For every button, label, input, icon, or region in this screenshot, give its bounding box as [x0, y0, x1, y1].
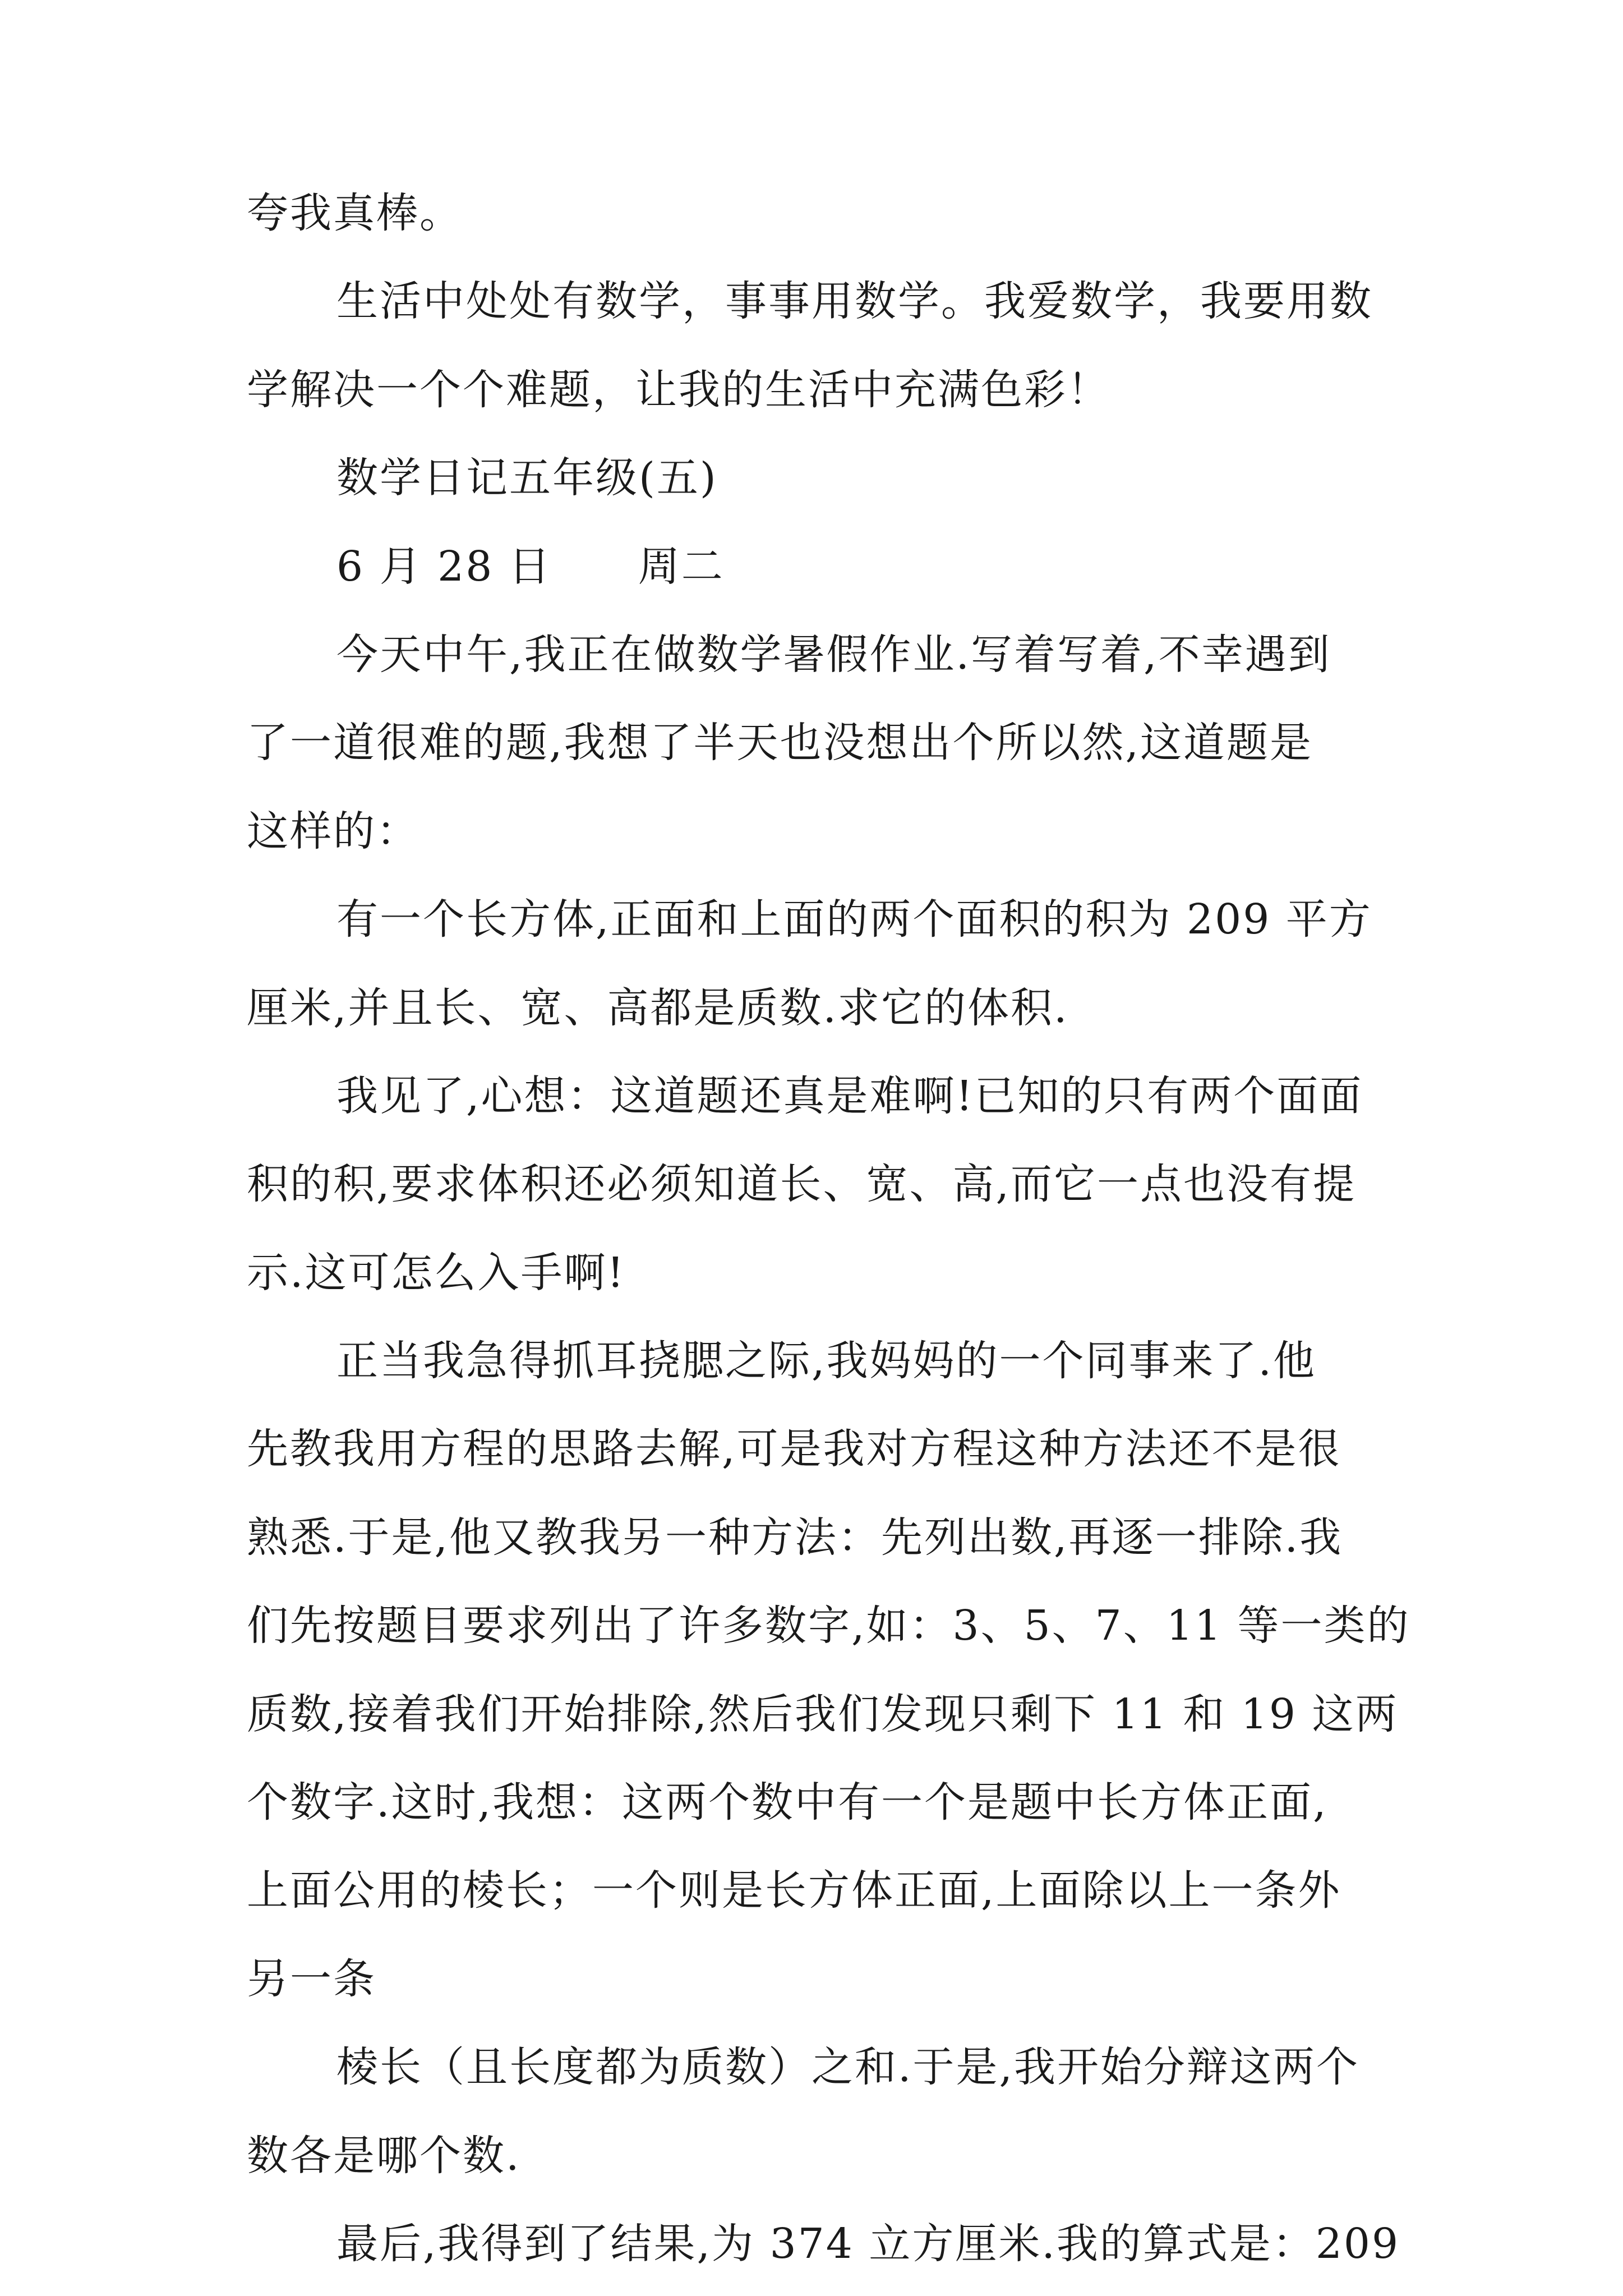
- paragraph-line: 我见了,心想：这道题还真是难啊!已知的只有两个面面: [336, 1072, 1363, 1120]
- text-line: 先教我用方程的思路去解,可是我对方程这种方法还不是很: [247, 1425, 1341, 1473]
- text-line: 们先按题目要求列出了许多数字,如：3、5、7、11 等一类的: [247, 1602, 1410, 1650]
- text-line: 质数,接着我们开始排除,然后我们发现只剩下 11 和 19 这两: [247, 1690, 1399, 1738]
- text-line: 了一道很难的题,我想了半天也没想出个所以然,这道题是: [247, 719, 1313, 767]
- paragraph-line: 棱长（且长度都为质数）之和.于是,我开始分辩这两个: [336, 2043, 1360, 2091]
- text-line: 上面公用的棱长；一个则是长方体正面,上面除以上一条外: [247, 1866, 1341, 1915]
- text-line: 个数字.这时,我想：这两个数中有一个是题中长方体正面,: [247, 1778, 1328, 1826]
- text-line: 另一条: [247, 1955, 376, 2003]
- diary-date: 6 月 28 日 周二: [336, 542, 725, 591]
- paragraph-line: 最后,我得到了结果,为 374 立方厘米.我的算式是：209: [336, 2220, 1400, 2268]
- paragraph-line: 生活中处处有数学，事事用数学。我爱数学，我要用数: [336, 277, 1373, 325]
- text-line: 厘米,并且长、宽、高都是质数.求它的体积.: [247, 984, 1069, 1032]
- text-line: 夸我真棒。: [247, 189, 463, 237]
- text-line: 这样的：: [247, 807, 419, 855]
- text-line: 示.这可怎么入手啊!: [247, 1249, 626, 1297]
- text-line: 学解决一个个难题，让我的生活中充满色彩！: [247, 366, 1110, 414]
- text-line: 数各是哪个数.: [247, 2132, 521, 2180]
- paragraph-line: 正当我急得抓耳挠腮之际,我妈妈的一个同事来了.他: [336, 1337, 1317, 1385]
- paragraph-line: 有一个长方体,正面和上面的两个面积的积为 209 平方: [336, 895, 1372, 944]
- section-title: 数学日记五年级(五): [336, 454, 718, 502]
- text-line: 积的积,要求体积还必须知道长、宽、高,而它一点也没有提: [247, 1160, 1357, 1208]
- text-line: 熟悉.于是,他又教我另一种方法：先列出数,再逐一排除.我: [247, 1513, 1343, 1562]
- paragraph-line: 今天中午,我正在做数学暑假作业.写着写着,不幸遇到: [336, 631, 1331, 679]
